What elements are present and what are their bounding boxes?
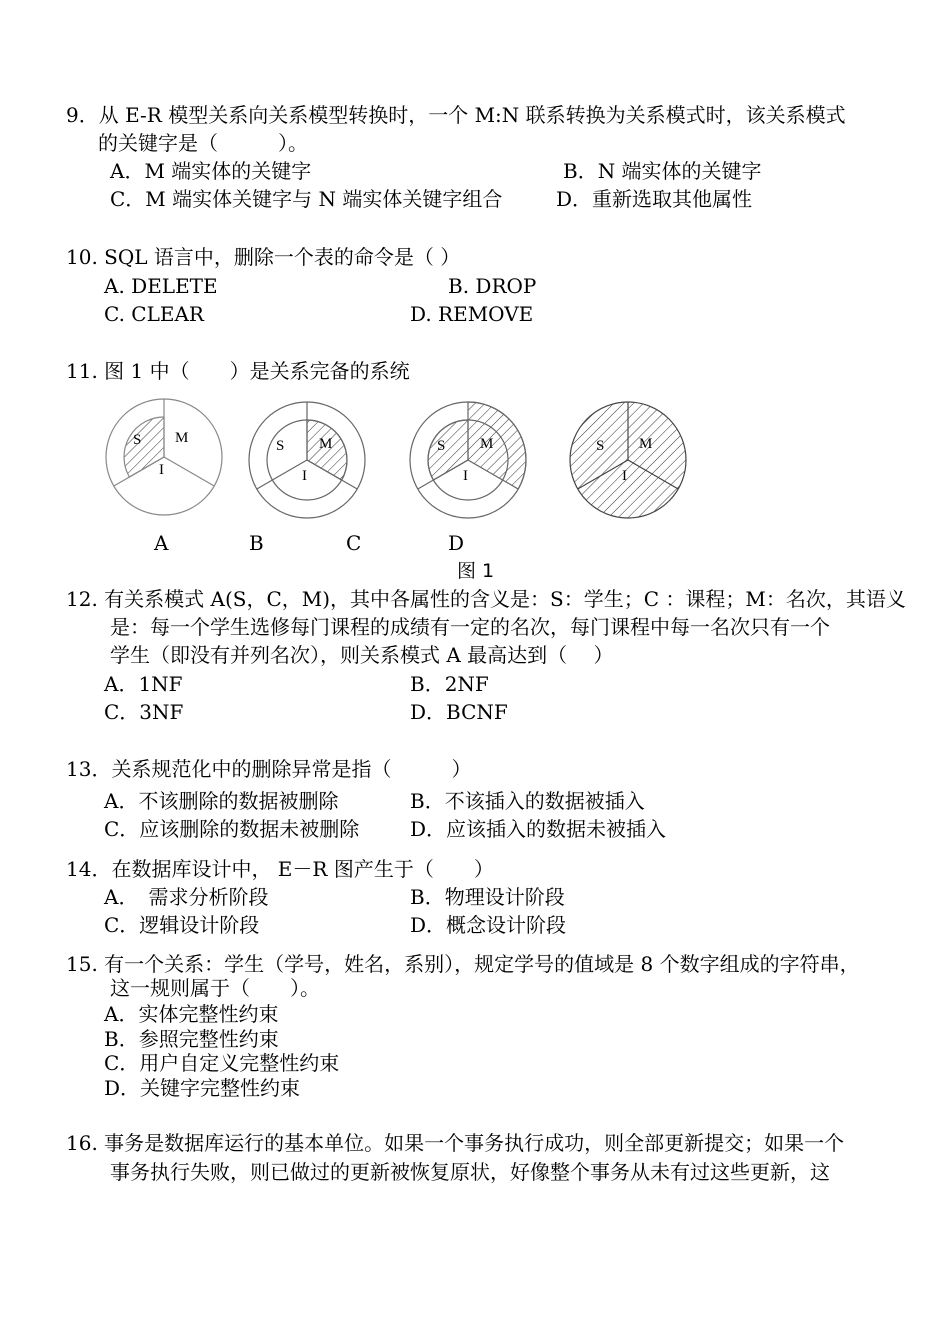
diagram-a-label-m: M bbox=[175, 430, 189, 446]
q14-option-d: D．概念设计阶段 bbox=[410, 913, 567, 937]
q15-stem-cont: 这一规则属于（ ）。 bbox=[110, 976, 320, 1000]
q12-option-c: C．3NF bbox=[104, 700, 184, 724]
q16-stem: 16. 事务是数据库运行的基本单位。如果一个事务执行成功，则全部更新提交；如果一个 bbox=[66, 1131, 845, 1155]
q9-stem-cont: 的关键字是（ ）。 bbox=[98, 131, 308, 155]
q14-option-b: B．物理设计阶段 bbox=[410, 885, 565, 909]
q12-option-d: D．BCNF bbox=[410, 700, 508, 724]
q16-stem-cont: 事务执行失败，则已做过的更新被恢复原状，好像整个事务从未有过这些更新，这 bbox=[110, 1160, 830, 1184]
diagram-full-label-s: S bbox=[596, 438, 605, 454]
q9-option-a: A．M 端实体的关键字 bbox=[110, 159, 312, 183]
q12-stem-cont2: 学生（即没有并列名次），则关系模式 A 最高达到（ ） bbox=[110, 643, 614, 667]
figure-caption-d: D bbox=[448, 531, 465, 555]
q15-stem: 15. 有一个关系：学生（学号，姓名，系别），规定学号的值域是 8 个数字组成的字符串， bbox=[66, 952, 860, 976]
diagram-bc bbox=[249, 402, 365, 518]
q15-option-a: A．实体完整性约束 bbox=[104, 1002, 279, 1026]
diagram-full-label-m: M bbox=[639, 436, 653, 452]
q14-option-a: A． 需求分析阶段 bbox=[104, 885, 269, 909]
q10-option-c: C. CLEAR bbox=[104, 302, 204, 326]
figure-caption-a: A bbox=[154, 531, 169, 555]
diagram-d-label-i: I bbox=[463, 468, 468, 484]
q12-stem: 12. 有关系模式 A(S，C，M)，其中各属性的含义是：S：学生；C ：课程；M：名次，其语义 bbox=[66, 587, 906, 611]
q15-option-b: B．参照完整性约束 bbox=[104, 1027, 279, 1051]
diagram-d-label-m: M bbox=[480, 436, 494, 452]
q9-option-d: D．重新选取其他属性 bbox=[556, 187, 753, 211]
q14-option-c: C．逻辑设计阶段 bbox=[104, 913, 260, 937]
q13-option-c: C．应该删除的数据未被删除 bbox=[104, 817, 360, 841]
q9-option-b: B．N 端实体的关键字 bbox=[563, 159, 762, 183]
q13-stem: 13．关系规范化中的删除异常是指（ ） bbox=[66, 757, 472, 781]
diagram-bc-label-s: S bbox=[276, 438, 285, 454]
q11-stem: 11. 图 1 中（ ）是关系完备的系统 bbox=[66, 359, 410, 383]
figure-caption-b: B bbox=[249, 531, 264, 555]
diagram-d bbox=[410, 402, 526, 518]
q9-option-c: C．M 端实体关键字与 N 端实体关键字组合 bbox=[110, 187, 503, 211]
q12-option-b: B．2NF bbox=[410, 672, 489, 696]
q9-stem: 9．从 E-R 模型关系向关系模型转换时，一个 M:N 联系转换为关系模式时，该关系模式 bbox=[66, 103, 846, 127]
q10-option-a: A. DELETE bbox=[104, 274, 218, 298]
q14-stem: 14．在数据库设计中， E－R 图产生于（ ） bbox=[66, 857, 494, 881]
q13-option-a: A．不该删除的数据被删除 bbox=[104, 789, 339, 813]
q10-option-d: D. REMOVE bbox=[410, 302, 534, 326]
q10-stem: 10. SQL 语言中，删除一个表的命令是（ ） bbox=[66, 245, 461, 269]
q13-option-b: B．不该插入的数据被插入 bbox=[410, 789, 645, 813]
q13-option-d: D．应该插入的数据未被插入 bbox=[410, 817, 667, 841]
q15-option-d: D．关键字完整性约束 bbox=[104, 1076, 301, 1100]
diagram-a-label-s: S bbox=[133, 432, 142, 448]
diagram-bc-label-m: M bbox=[319, 436, 333, 452]
q12-stem-cont1: 是：每一个学生选修每门课程的成绩有一定的名次，每门课程中每一名次只有一个 bbox=[110, 615, 830, 639]
diagram-d-label-s: S bbox=[437, 438, 446, 454]
diagram-full bbox=[570, 402, 686, 518]
diagram-bc-label-i: I bbox=[302, 468, 307, 484]
figure-caption-c: C bbox=[346, 531, 362, 555]
q15-option-c: C．用户自定义完整性约束 bbox=[104, 1051, 340, 1075]
figure-title: 图 1 bbox=[457, 560, 495, 582]
q12-option-a: A．1NF bbox=[104, 672, 183, 696]
figure-1-diagrams bbox=[100, 392, 700, 532]
diagram-a-label-i: I bbox=[159, 462, 164, 478]
diagram-full-label-i: I bbox=[622, 468, 627, 484]
diagram-a bbox=[106, 399, 222, 515]
q10-option-b: B. DROP bbox=[448, 274, 537, 298]
